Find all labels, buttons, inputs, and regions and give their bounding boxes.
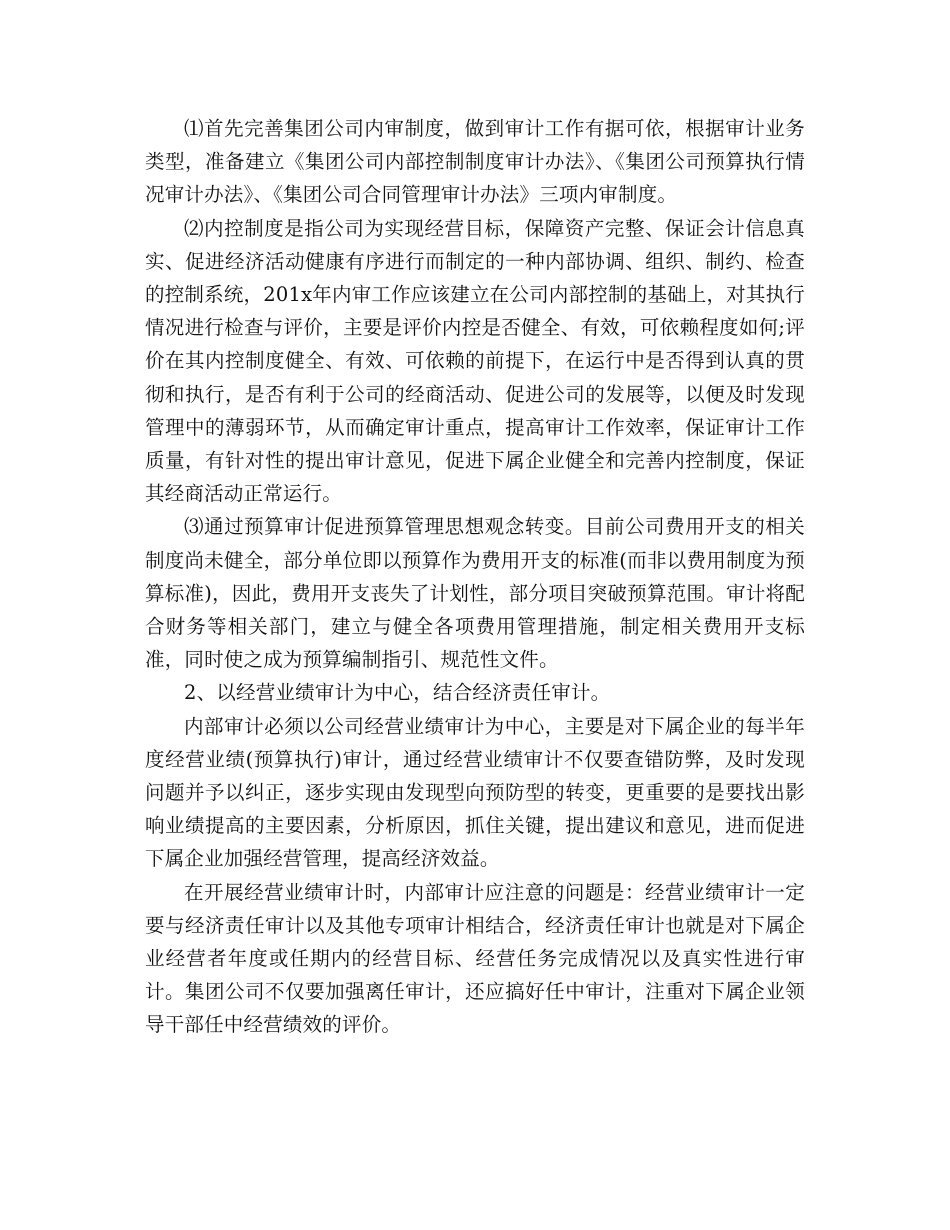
paragraph-internal-control: ⑵内控制度是指公司为实现经营目标，保障资产完整、保证会计信息真实、促进经济活动健康有序进行而制定的一种内部协调、组织、制约、检查的控制系统，201x年内审工作应该建立在公司内部控制的基础上，对其执行情况进行检查与评价，主要是评价内控是否健全、有效，可依赖程度如何;评价在其内控制度健全、有效、可依赖的前提下，在运行中是否得到认真的贯彻和执行，是否有利于公司的经商活动、促进公司的发展等，以便及时发现管理中的薄弱环节，从而确定审计重点，提高审计工作效率，保证审计工作质量，有针对性的提出审计意见，促进下属企业健全和完善内控制度，保证其经商活动正常运行。 — [145, 216, 805, 506]
section-heading-performance-audit: 2、以经营业绩审计为中心，结合经济责任审计。 — [184, 681, 611, 705]
paragraph-performance-audit: 内部审计必须以公司经营业绩审计为中心，主要是对下属企业的每半年度经营业绩(预算执行)审计，通过经营业绩审计不仅要查错防弊，及时发现问题并予以纠正，逐步实现由发现型向预防型的转变，更重要的是要找出影响业绩提高的主要因素，分析原因，抓住关键，提出建议和意见，进而促进下属企业加强经营管理，提高经济效益。 — [145, 714, 805, 871]
paragraph-responsibility-audit: 在开展经营业绩审计时，内部审计应注意的问题是：经营业绩审计一定要与经济责任审计以及其他专项审计相结合，经济责任审计也就是对下属企业经营者年度或任期内的经营目标、经营任务完成情况以及真实性进行审计。集团公司不仅要加强离任审计，还应搞好任中审计，注重对下属企业领导干部任中经营绩效的评价。 — [145, 880, 805, 1037]
document-page — [145, 112, 805, 1042]
paragraph-internal-audit-system: ⑴首先完善集团公司内审制度，做到审计工作有据可依，根据审计业务类型，准备建立《集团公司内部控制制度审计办法》、《集团公司预算执行情况审计办法》、《集团公司合同管理审计办法》三项内审制度。 — [145, 117, 805, 207]
paragraph-budget-audit: ⑶通过预算审计促进预算管理思想观念转变。目前公司费用开支的相关制度尚未健全，部分单位即以预算作为费用开支的标准(而非以费用制度为预算标准)，因此，费用开支丧失了计划性，部分项目突破预算范围。审计将配合财务等相关部门，建立与健全各项费用管理措施，制定相关费用开支标准，同时使之成为预算编制指引、规范性文件。 — [145, 515, 805, 672]
